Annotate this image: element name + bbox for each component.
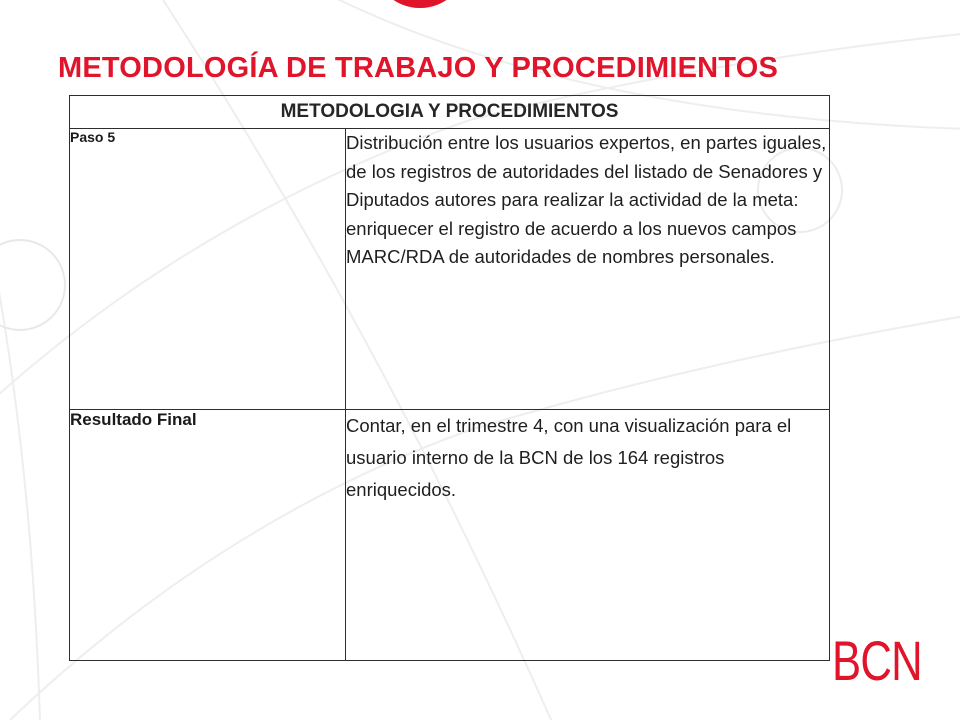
table-row (70, 410, 830, 661)
slide-title: METODOLOGÍA DE TRABAJO Y PROCEDIMIENTOS (58, 52, 778, 84)
row-label-resultado-final: Resultado Final (70, 410, 346, 661)
table-header-row (70, 96, 830, 129)
row-label-paso-5: Paso 5 (70, 129, 346, 410)
table-row (70, 129, 830, 410)
table-header: METODOLOGIA Y PROCEDIMIENTOS (70, 96, 830, 129)
methodology-table (69, 95, 830, 661)
red-circle-decoration (372, 0, 468, 8)
row-text-resultado-final: Contar, en el trimestre 4, con una visualización para el usuario interno de la BCN de los 164 registros enriquecidos. (346, 410, 830, 661)
bcn-logo: BCN (832, 629, 922, 692)
row-text-paso-5: Distribución entre los usuarios expertos, en partes iguales, de los registros de autoridades del listado de Senadores y Diputados autores para realizar la actividad de la meta: enriquecer el registro de acuerdo a los nuevos campos MARC/RDA de autoridades de nombres personales. (346, 129, 830, 410)
